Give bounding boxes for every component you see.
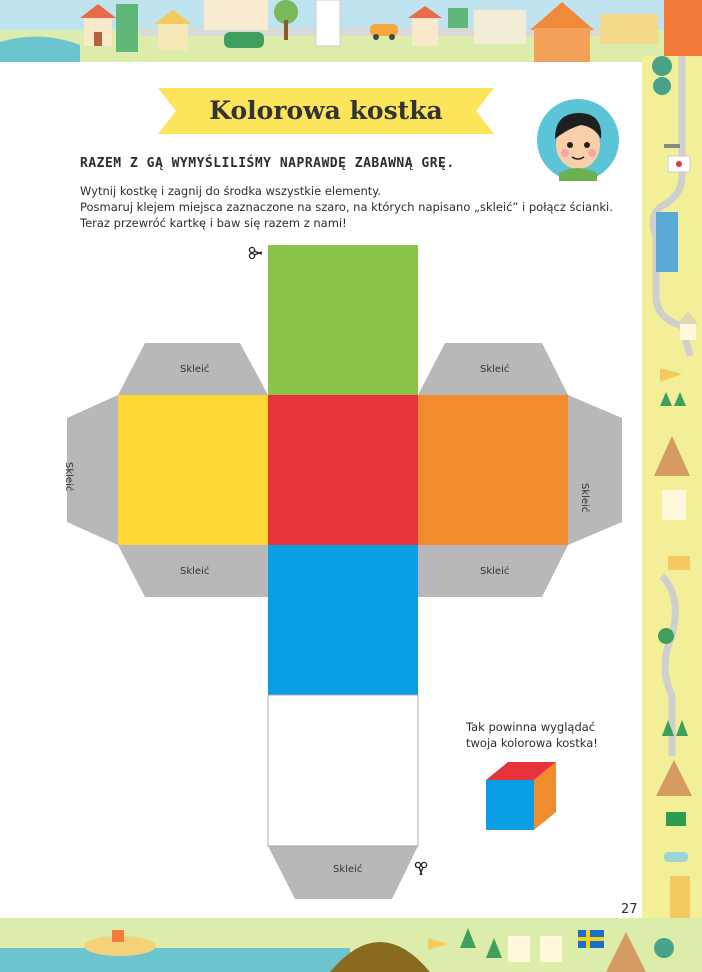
face-back [268, 695, 418, 846]
face-center [268, 395, 418, 545]
scissors-icon [249, 247, 262, 258]
face-right [418, 395, 568, 545]
face-bottom [268, 545, 418, 695]
glue-label: Skleić [333, 864, 363, 875]
glue-label: Skleić [63, 462, 74, 492]
face-top [268, 245, 418, 395]
cube-preview [486, 762, 556, 830]
glue-label: Skleić [579, 483, 590, 513]
instruction-line: Wytnij kostkę i zagnij do środka wszystkie elementy. [80, 184, 382, 198]
glue-label: Skleić [480, 364, 510, 375]
glue-label: Skleić [180, 364, 210, 375]
glue-tab-right-side [568, 395, 622, 545]
page-title: Kolorowa kostka [209, 96, 443, 125]
instruction-line: Posmaruj klejem miejsca zaznaczone na szaro, na których napisano „skleić” i połącz ścianki. [80, 200, 613, 214]
cube-preview-front [486, 780, 534, 830]
preview-caption-line: Tak powinna wyglądać [466, 720, 596, 734]
face-left [118, 395, 268, 545]
scissors-icon [415, 862, 426, 875]
glue-tab-left-side [67, 395, 118, 545]
preview-caption-line: twoja kolorowa kostka! [466, 736, 598, 750]
glue-label: Skleić [480, 566, 510, 577]
instruction-line: Teraz przewróć kartkę i baw się razem z nami! [80, 216, 347, 230]
page-number: 27 [621, 902, 638, 917]
activity-heading: RAZEM Z GĄ WYMYŚLILIŚMY NAPRAWDĘ ZABAWNĄ GRĘ. [80, 156, 455, 171]
glue-label: Skleić [180, 566, 210, 577]
